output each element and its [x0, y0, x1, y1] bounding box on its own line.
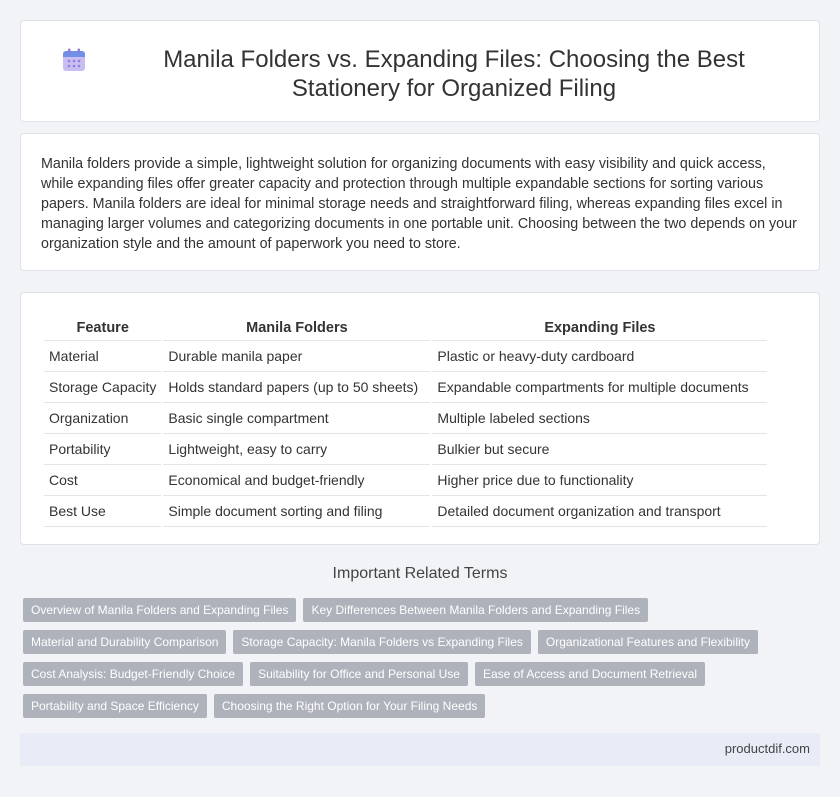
related-term-tag[interactable]: Organizational Features and Flexibility [538, 630, 758, 654]
comparison-card [20, 292, 820, 545]
manila-cell: Holds standard papers (up to 50 sheets) [163, 372, 430, 403]
related-term-tag[interactable]: Key Differences Between Manila Folders and Expanding Files [303, 598, 648, 622]
related-term-tag[interactable]: Suitability for Office and Personal Use [250, 662, 468, 686]
table-row [44, 403, 767, 434]
feature-cell: Best Use [44, 496, 161, 527]
related-term-tag[interactable]: Overview of Manila Folders and Expanding Files [23, 598, 296, 622]
manila-cell: Economical and budget-friendly [163, 465, 430, 496]
related-term-tag[interactable]: Storage Capacity: Manila Folders vs Expanding Files [233, 630, 530, 654]
expanding-cell: Higher price due to functionality [432, 465, 767, 496]
header-feature: Feature [44, 315, 161, 341]
expanding-cell: Expandable compartments for multiple documents [432, 372, 767, 403]
related-term-tag[interactable]: Material and Durability Comparison [23, 630, 226, 654]
feature-cell: Portability [44, 434, 161, 465]
manila-cell: Simple document sorting and filing [163, 496, 430, 527]
expanding-cell: Bulkier but secure [432, 434, 767, 465]
table-row [44, 372, 767, 403]
feature-cell: Organization [44, 403, 161, 434]
related-term-tag[interactable]: Choosing the Right Option for Your Filing Needs [214, 694, 486, 718]
manila-cell: Lightweight, easy to carry [163, 434, 430, 465]
feature-cell: Material [44, 341, 161, 372]
feature-cell: Storage Capacity [44, 372, 161, 403]
manila-cell: Basic single compartment [163, 403, 430, 434]
related-term-tag[interactable]: Ease of Access and Document Retrieval [475, 662, 705, 686]
table-row [44, 465, 767, 496]
table-header-row [44, 315, 767, 341]
comparison-table [42, 315, 769, 527]
footer-site-link[interactable]: productdif.com [724, 741, 810, 756]
related-term-tag[interactable]: Portability and Space Efficiency [23, 694, 207, 718]
related-term-tag[interactable]: Cost Analysis: Budget-Friendly Choice [23, 662, 243, 686]
intro-card [20, 133, 820, 271]
related-terms-list [23, 598, 803, 718]
table-row [44, 496, 767, 527]
header-manila-folders: Manila Folders [163, 315, 430, 341]
header-expanding-files: Expanding Files [432, 315, 767, 341]
header [61, 45, 799, 103]
calendar-icon [61, 47, 87, 73]
header-card [20, 20, 820, 122]
related-terms-title: Important Related Terms [332, 565, 508, 582]
intro-paragraph: Manila folders provide a simple, lightweight solution for organizing documents with easy visibility and quick access, while expanding files offer greater capacity and protection through multiple expandable sections for sorting various papers. Manila folders are ideal for minimal storage needs and straightforward filing, whereas expanding files excel in managing larger volumes and categorizing documents in one portable unit. Choosing between the two depends on your organization style and the amount of paperwork you need to store. [41, 156, 797, 252]
page-title: Manila Folders vs. Expanding Files: Choosing the Best Stationery for Organized Filing [163, 46, 745, 102]
table-row [44, 341, 767, 372]
feature-cell: Cost [44, 465, 161, 496]
manila-cell: Durable manila paper [163, 341, 430, 372]
footer [20, 733, 820, 766]
expanding-cell: Multiple labeled sections [432, 403, 767, 434]
expanding-cell: Detailed document organization and transport [432, 496, 767, 527]
table-row [44, 434, 767, 465]
expanding-cell: Plastic or heavy-duty cardboard [432, 341, 767, 372]
